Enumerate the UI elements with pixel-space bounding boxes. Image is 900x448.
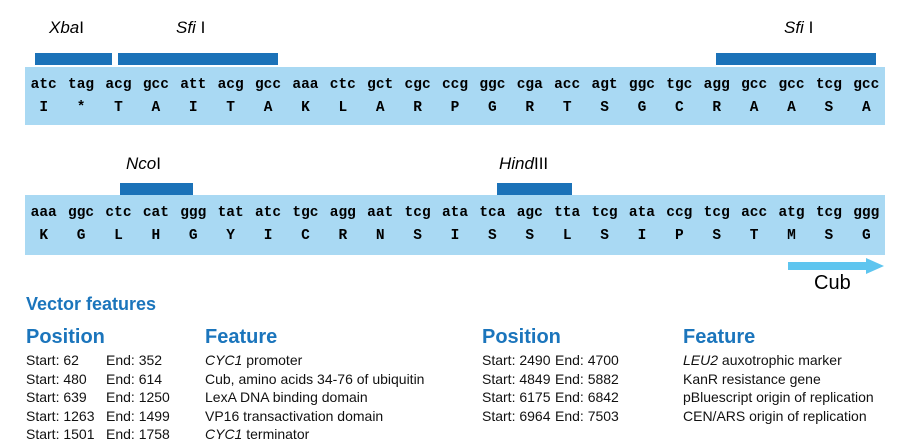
codon: tgc: [666, 77, 693, 93]
feature-end: End: 5882: [555, 370, 619, 387]
feature-name-rest: KanR resistance gene: [683, 370, 821, 387]
site-name-rest: I: [195, 18, 206, 37]
restriction-site-label-sfii-2: [784, 18, 813, 38]
feature-row: [26, 388, 466, 407]
amino-acid: G: [637, 100, 647, 116]
amino-acid: T: [749, 228, 759, 244]
codon: tgc: [292, 205, 319, 221]
amino-acid: L: [114, 228, 123, 244]
amino-acid: H: [151, 228, 161, 244]
site-name-rest: I: [803, 18, 814, 37]
codon: tcg: [703, 205, 730, 221]
restriction-site-bar-sfii-2: [716, 53, 876, 65]
amino-acid: P: [674, 228, 684, 244]
feature-start: Start: 1263: [26, 407, 95, 424]
feature-name-rest: terminator: [242, 426, 310, 442]
amino-acid: S: [600, 228, 609, 244]
amino-acid: S: [488, 228, 497, 244]
codon: cat: [142, 205, 169, 221]
restriction-site-label-ncoi: [126, 154, 161, 174]
amino-acid: S: [824, 100, 834, 116]
site-name-rest: III: [533, 154, 549, 173]
feature-name-italic: CYC1: [205, 426, 243, 442]
amino-acid: N: [375, 228, 385, 244]
site-name-italic: Sfi: [784, 18, 804, 37]
features-table-right: [482, 326, 894, 425]
codon: gcc: [853, 77, 880, 93]
codon: acg: [217, 77, 244, 93]
feature-name: [205, 425, 466, 444]
amino-acid: R: [338, 228, 348, 244]
feature-name-italic: CYC1: [205, 352, 243, 368]
cub-arrow-label: Cub: [814, 272, 851, 294]
amino-acid: I: [188, 100, 198, 116]
restriction-site-bar-ncoi: [120, 183, 193, 195]
feature-end: End: 1250: [106, 389, 170, 405]
codon: aaa: [292, 77, 319, 93]
amino-acid: L: [338, 100, 348, 116]
codon: gcc: [254, 77, 282, 93]
amino-acid: T: [562, 100, 572, 116]
amino-acid: I: [263, 228, 273, 244]
codon-line-row2: [25, 195, 885, 223]
feature-start: Start: 6175: [482, 389, 551, 405]
feature-name-rest: Cub, amino acids 34-76 of ubiquitin: [205, 370, 425, 387]
codon: acc: [741, 205, 768, 221]
feature-name-rest: CEN/ARS origin of replication: [683, 407, 867, 424]
codon: agt: [591, 77, 618, 93]
codon: aaa: [30, 205, 57, 221]
vector-features-heading: Vector features: [26, 294, 157, 314]
arrow-head: [866, 258, 884, 274]
feature-column-header: Feature: [683, 326, 756, 348]
codon: tcg: [815, 77, 842, 93]
feature-end: End: 7503: [555, 407, 619, 424]
amino-acid: K: [301, 100, 310, 116]
feature-start: Start: 4849: [482, 370, 551, 387]
feature-start: Start: 1501: [26, 426, 95, 442]
sequence-strip-row1: [25, 67, 885, 125]
codon: gcc: [142, 77, 169, 93]
amino-acid: S: [525, 228, 535, 244]
codon: ccg: [441, 77, 469, 93]
amino-acid: A: [263, 100, 273, 116]
arrow-shaft: [788, 262, 866, 270]
amino-acid: *: [76, 100, 86, 116]
site-name-rest: I: [156, 154, 161, 173]
feature-row: [482, 351, 894, 370]
feature-name: [683, 388, 894, 407]
amino-acid: G: [188, 228, 198, 244]
site-name-italic: Nco: [126, 154, 157, 173]
codon: att: [180, 77, 207, 93]
amino-acid: C: [674, 100, 684, 116]
site-name-rest: I: [79, 18, 84, 37]
codon: ggg: [180, 205, 207, 221]
codon: ggc: [628, 77, 655, 93]
amino-acid: S: [824, 228, 834, 244]
codon: ata: [628, 205, 655, 221]
feature-name: [205, 407, 466, 426]
feature-row: [26, 407, 466, 426]
amino-acid: A: [787, 100, 796, 116]
site-name-italic: Sfi: [176, 18, 196, 37]
amino-acid: M: [787, 228, 796, 244]
feature-column-header: Feature: [205, 326, 278, 348]
feature-name-rest: LexA DNA binding domain: [205, 389, 368, 405]
restriction-site-bar-sfii-1: [118, 53, 278, 65]
codon: cgc: [404, 77, 431, 93]
feature-row: [26, 351, 466, 370]
codon: agg: [329, 205, 356, 221]
feature-name-rest: pBluescript origin of replication: [683, 389, 874, 405]
codon: tag: [68, 77, 95, 93]
amino-acid: T: [226, 100, 235, 116]
codon: ccg: [666, 205, 693, 221]
amino-acid: G: [488, 100, 497, 116]
site-name-italic: Hind: [499, 154, 534, 173]
feature-row: [482, 370, 894, 389]
amino-acid: A: [375, 100, 385, 116]
site-name-italic: Xba: [49, 18, 80, 37]
codon: ggc: [68, 205, 95, 221]
codon: agg: [703, 77, 730, 93]
codon: agc: [516, 205, 543, 221]
amino-acid: L: [562, 228, 572, 244]
feature-end: End: 4700: [555, 352, 619, 368]
restriction-site-label-hindiii: [499, 154, 548, 174]
restriction-site-bar-hindiii: [497, 183, 572, 195]
amino-acid: S: [413, 228, 422, 244]
codon: tcg: [591, 205, 618, 221]
position-column-header: Position: [482, 326, 561, 348]
features-table-right-rows: [482, 351, 894, 425]
feature-name: [683, 370, 894, 389]
amino-acid: T: [114, 100, 123, 116]
codon: tcg: [815, 205, 842, 221]
features-table-right-headers: [482, 326, 894, 349]
feature-end: End: 6842: [555, 389, 619, 405]
feature-name: [205, 388, 466, 407]
feature-row: [482, 407, 894, 426]
amino-acid: S: [600, 100, 609, 116]
feature-row: [26, 425, 466, 444]
feature-name: [683, 351, 894, 370]
amino-acid: G: [76, 228, 86, 244]
amino-acid: P: [450, 100, 460, 116]
feature-name: [205, 370, 466, 389]
amino-acid-line-row2: [25, 223, 885, 246]
amino-acid: R: [413, 100, 422, 116]
codon: tat: [217, 205, 244, 221]
features-table-left-headers: [26, 326, 466, 349]
feature-start: Start: 2490: [482, 352, 551, 368]
amino-acid: I: [39, 100, 49, 116]
feature-start: Start: 6964: [482, 407, 551, 424]
feature-start: Start: 639: [26, 389, 87, 405]
amino-acid: I: [637, 228, 647, 244]
feature-name-rest: auxotrophic marker: [718, 352, 842, 368]
restriction-site-label-sfii-1: [176, 18, 205, 38]
codon: ctc: [329, 77, 356, 93]
feature-start: Start: 62: [26, 352, 79, 368]
codon-line-row1: [25, 67, 885, 95]
amino-acid: A: [749, 100, 759, 116]
codon: tca: [479, 205, 506, 221]
feature-start: Start: 480: [26, 370, 87, 387]
feature-end: End: 1499: [106, 407, 170, 424]
codon: gcc: [741, 77, 768, 93]
amino-acid: A: [151, 100, 161, 116]
codon: gct: [367, 77, 394, 93]
feature-end: End: 1758: [106, 426, 170, 442]
codon: tta: [554, 205, 581, 221]
codon: acg: [105, 77, 132, 93]
codon: tcg: [404, 205, 431, 221]
feature-name-rest: VP16 transactivation domain: [205, 407, 384, 424]
codon: ggc: [479, 77, 506, 93]
feature-row: [482, 388, 894, 407]
sequence-strip-row2: [25, 195, 885, 255]
amino-acid: K: [39, 228, 49, 244]
restriction-site-bar-xbai: [35, 53, 112, 65]
amino-acid: R: [712, 100, 722, 116]
feature-end: End: 614: [106, 370, 163, 387]
amino-acid: S: [712, 228, 722, 244]
codon: ggg: [853, 205, 880, 221]
codon: cga: [516, 77, 543, 93]
codon: atg: [778, 205, 805, 221]
codon: atc: [254, 205, 282, 221]
codon: aat: [367, 205, 394, 221]
codon: ata: [441, 205, 469, 221]
feature-row: [26, 370, 466, 389]
restriction-site-label-xbai: [49, 18, 84, 38]
feature-name: [683, 407, 894, 426]
amino-acid: C: [301, 228, 310, 244]
feature-end: End: 352: [106, 352, 163, 368]
codon: atc: [30, 77, 57, 93]
amino-acid: Y: [226, 228, 235, 244]
amino-acid: A: [861, 100, 871, 116]
codon: ctc: [105, 205, 132, 221]
amino-acid-line-row1: [25, 95, 885, 118]
feature-name-rest: promoter: [242, 352, 303, 368]
amino-acid: R: [525, 100, 535, 116]
features-table-left-rows: [26, 351, 466, 444]
codon: gcc: [778, 77, 805, 93]
features-table-left: [26, 326, 466, 444]
feature-name: [205, 351, 466, 370]
amino-acid: I: [450, 228, 460, 244]
amino-acid: G: [861, 228, 871, 244]
codon: acc: [554, 77, 581, 93]
position-column-header: Position: [26, 326, 105, 348]
feature-name-italic: LEU2: [683, 352, 719, 368]
